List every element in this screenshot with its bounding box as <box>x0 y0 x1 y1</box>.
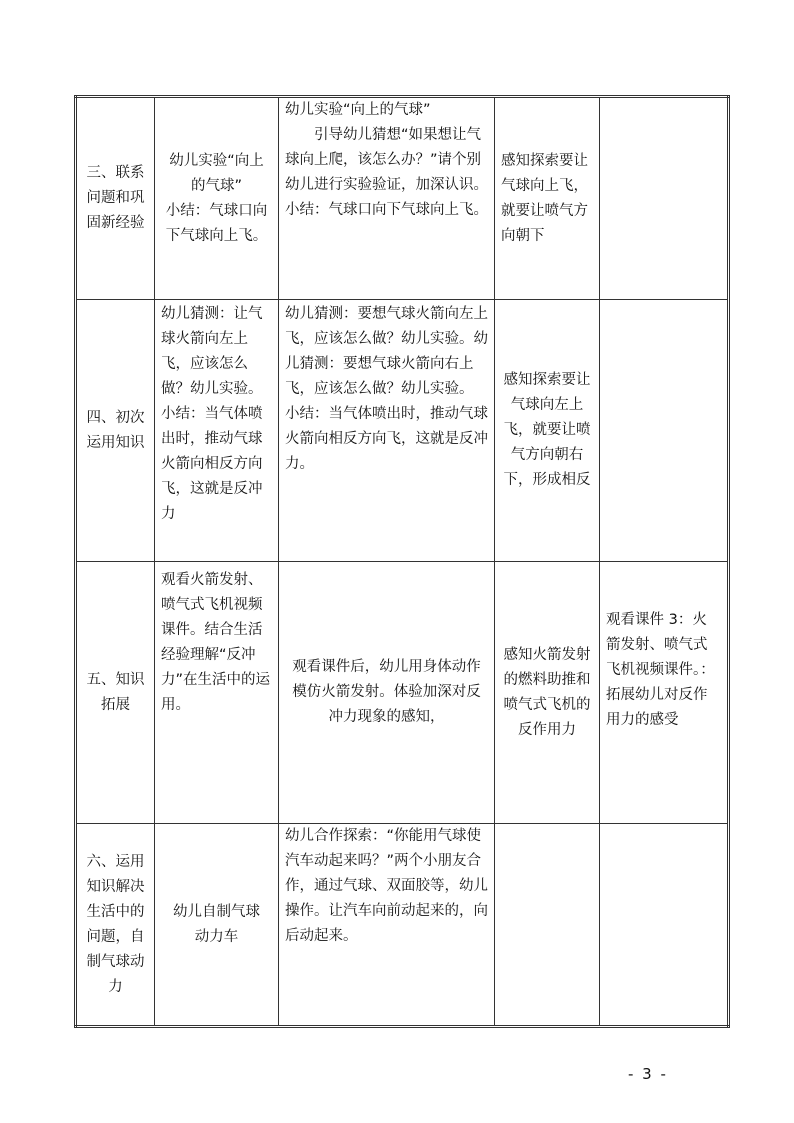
child-activity-cell: 观看火箭发射、喷气式飞机视频课件。结合生活经验理解“反冲力”在生活中的运用。 <box>155 562 279 824</box>
table-row <box>76 97 729 300</box>
teacher-guidance-cell: 幼儿合作探索：“你能用气球使汽车动起来吗？”两个小朋友合作，通过气球、双面胶等，幼儿操作。让汽车向前动起来的，向后动起来。 <box>279 824 495 1027</box>
guidance-text: 幼儿猜测：要想气球火箭向左上飞，应该怎么做？幼儿实验。幼儿猜测：要想气球火箭向右上飞，应该怎么做？幼儿实验。 <box>285 306 488 397</box>
child-activity-summary: 小结：气球口向下气球向上飞。 <box>165 202 268 244</box>
goal-cell: 感知探索要让气球向左上飞，就要让喷气方向朝右下，形成相反 <box>495 300 600 562</box>
child-activity-cell: 幼儿猜测：让气球火箭向左上飞，应该怎么做？幼儿实验。小结：当气体喷出时，推动气球火箭向相反方向飞，这就是反冲力 <box>155 300 279 562</box>
table-row <box>76 562 729 824</box>
goal-cell: 感知探索要让气球向上飞，就要让喷气方向朝下 <box>495 97 600 300</box>
table-row <box>76 824 729 1027</box>
teacher-guidance-cell <box>279 300 495 562</box>
goal-cell: 感知火箭发射的燃料助推和喷气式飞机的反作用力 <box>495 562 600 824</box>
page-number: - 3 - <box>628 1065 668 1083</box>
lesson-plan-table <box>74 95 730 1028</box>
stage-cell: 六、运用知识解决生活中的问题，自制气球动力 <box>76 824 155 1027</box>
guidance-summary: 小结：当气体喷出时，推动气球火箭向相反方向飞，这就是反冲力。 <box>285 406 488 472</box>
resource-cell <box>600 97 729 300</box>
goal-cell <box>495 824 600 1027</box>
resource-cell: 观看课件 3：火箭发射、喷气式飞机视频课件。：拓展幼儿对反作用力的感受 <box>600 562 729 824</box>
guidance-title: 幼儿实验“向上的气球” <box>285 102 431 118</box>
stage-cell: 四、初次运用知识 <box>76 300 155 562</box>
child-activity-cell <box>155 97 279 300</box>
table-row <box>76 300 729 562</box>
child-activity-title: 幼儿实验“向上的气球” <box>169 152 264 194</box>
child-activity-cell: 幼儿自制气球动力车 <box>155 824 279 1027</box>
resource-cell <box>600 824 729 1027</box>
stage-cell: 五、知识拓展 <box>76 562 155 824</box>
resource-cell <box>600 300 729 562</box>
teacher-guidance-cell: 观看课件后，幼儿用身体动作模仿火箭发射。体验加深对反冲力现象的感知， <box>279 562 495 824</box>
guidance-text: 引导幼儿猜想“如果想让气球向上爬，该怎么办？”请个别幼儿进行实验验证，加深认识。小结：气球口向下气球向上飞。 <box>285 127 488 218</box>
teacher-guidance-cell <box>279 97 495 300</box>
stage-cell: 三、联系问题和巩固新经验 <box>76 97 155 300</box>
